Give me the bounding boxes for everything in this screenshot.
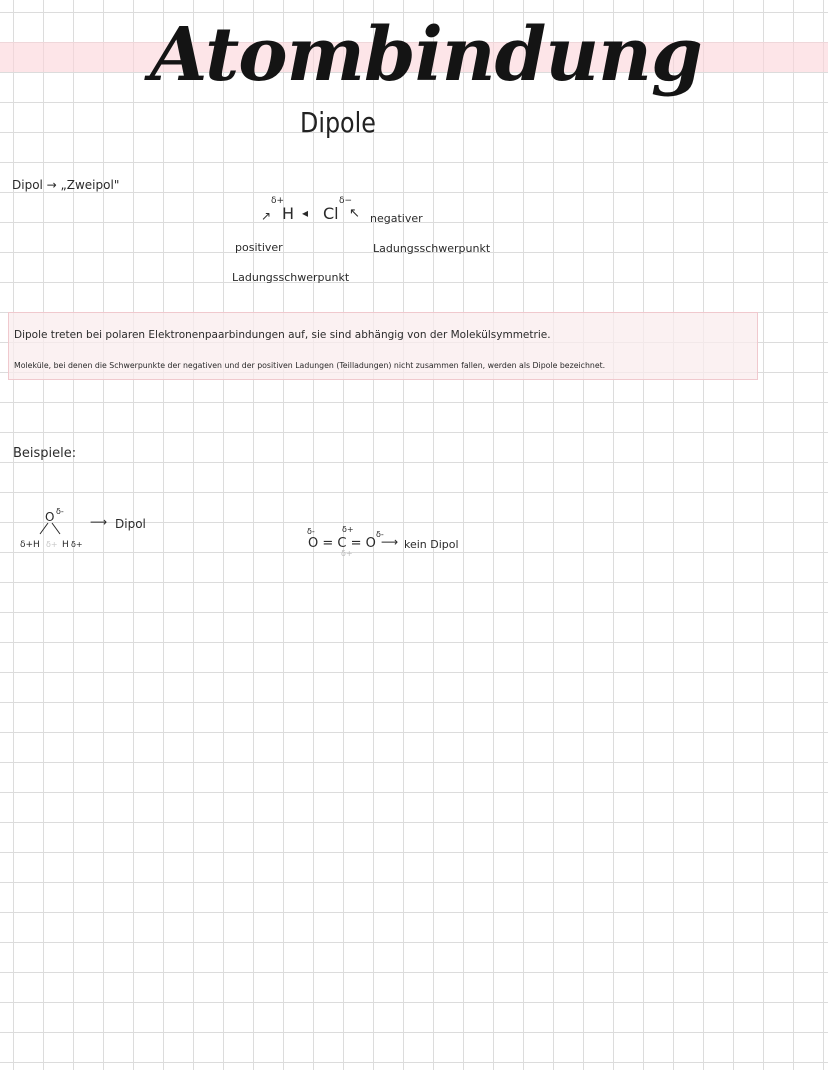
delta-minus-label: δ− xyxy=(339,196,353,206)
co2-arrow-icon: ⟶ xyxy=(381,535,399,549)
bond-arrow-icon: ◂ xyxy=(302,206,309,220)
page-title: Atombindung xyxy=(150,12,702,98)
water-oxygen-delta: δ- xyxy=(56,507,64,516)
positiver-label: positiver xyxy=(235,241,283,254)
water-hydrogen-left: δ+H xyxy=(20,540,40,550)
definition-line-1: Dipole treten bei polaren Elektronenpaarbindungen auf, sie sind abhängig von der Molekülsymmetrie. xyxy=(14,329,551,341)
water-bond-right xyxy=(52,523,60,534)
delta-plus-label: δ+ xyxy=(271,196,285,206)
ladungsschwerpunkt-negative-label: Ladungsschwerpunkt xyxy=(373,242,491,255)
page-subtitle: Dipole xyxy=(300,106,376,139)
water-molecule-diagram xyxy=(18,505,88,550)
water-dipol-label: Dipol xyxy=(115,517,146,531)
arrow-up-right-icon: ↗ xyxy=(261,209,272,223)
water-arrow-icon: ⟶ xyxy=(90,515,108,529)
ladungsschwerpunkt-positive-label: Ladungsschwerpunkt xyxy=(232,271,350,284)
co2-delta-center-faint: δ+ xyxy=(341,549,353,558)
water-center-delta: δ+ xyxy=(46,540,58,549)
water-bond-left xyxy=(40,523,48,534)
co2-delta-right: δ- xyxy=(376,530,384,539)
water-hydrogen-right: H xyxy=(62,540,69,550)
chlorine-symbol: Cl xyxy=(323,204,339,223)
co2-delta-center: δ+ xyxy=(342,525,354,534)
hydrogen-symbol: H xyxy=(282,204,295,223)
examples-heading: Beispiele: xyxy=(13,446,77,461)
co2-kein-dipol-label: kein Dipol xyxy=(404,538,459,551)
co2-delta-left: δ- xyxy=(307,527,315,536)
negativer-label: negativer xyxy=(370,212,423,225)
water-oxygen: O xyxy=(45,510,55,524)
intro-text: Dipol → „Zweipol" xyxy=(12,178,120,192)
co2-formula: O = C = O xyxy=(308,536,376,551)
definition-line-2: Moleküle, bei denen die Schwerpunkte der negativen und der positiven Ladungen (Teilladungen) nicht zusammen fallen, werden als Dipole bezeichnet. xyxy=(14,361,606,370)
arrow-up-left-icon: ↖ xyxy=(349,206,360,221)
water-hydrogen-right-delta: δ+ xyxy=(71,540,83,549)
definition-box xyxy=(8,312,758,380)
